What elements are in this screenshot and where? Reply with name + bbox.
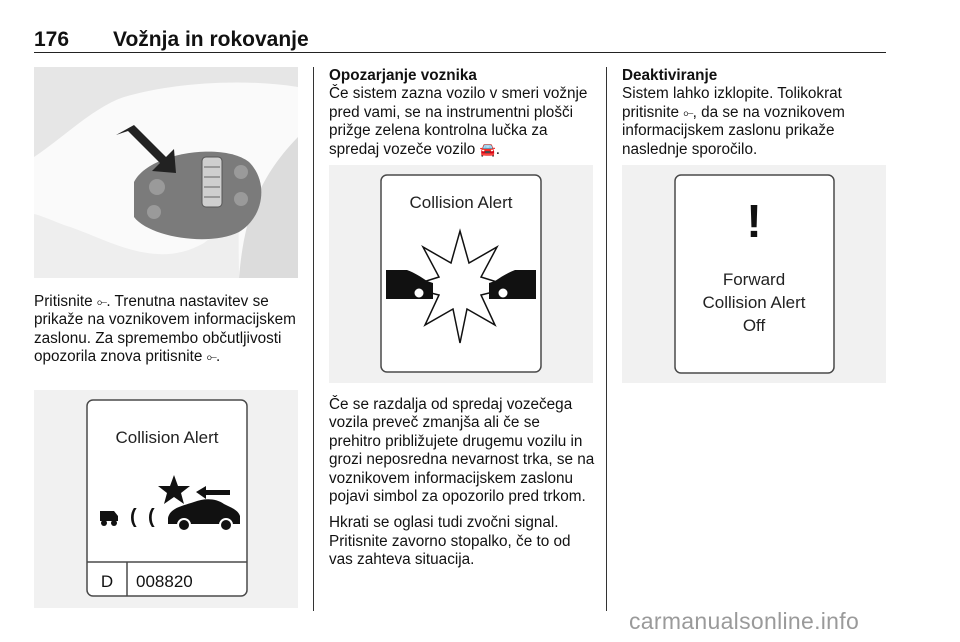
steering-wheel-illustration [34, 67, 298, 278]
collision-alert-button-icon: ⟜ [206, 349, 217, 365]
col2-paragraph-1: Če sistem zazna vozilo v smeri vožnje pred vami, se na instrumentni plošči prižge zelena kontrolna lučka za spredaj vozeče vozilo 🚘. [329, 85, 588, 158]
vehicle-ahead-indicator-icon: 🚘 [479, 141, 496, 157]
dic-display-sensitivity [34, 390, 298, 608]
watermark: carmanualsonline.info [629, 608, 860, 634]
col2-paragraph-3: Hkrati se oglasi tudi zvočni signal. Pritisnite zavorno stopalko, če to od vas zahteva situacija. [329, 514, 571, 569]
collision-alert-button-icon: ⟜ [683, 104, 693, 120]
page-header [34, 26, 886, 53]
column-divider-2 [606, 67, 607, 611]
dic-display-off [622, 165, 886, 383]
column-divider-1 [313, 67, 314, 611]
col1-paragraph: Pritisnite ⟜. Trenutna nastavitev se prikaže na voznikovem informacijskem zaslonu. Za spremembo občutljivosti opozorila znova pritisnite ⟜. [34, 293, 296, 366]
column-3-top [622, 67, 888, 159]
display-figure-sensitivity [34, 390, 298, 608]
display-figure-off [622, 165, 886, 383]
display-footer-gear: D [100, 572, 114, 591]
section-heading-deactivation: Deaktiviranje [622, 67, 718, 84]
signal-wave-icon: ( [130, 506, 137, 528]
section-heading-warning: Opozarjanje voznika [329, 67, 477, 84]
col3-paragraph-1: Sistem lahko izklopite. Tolikokrat pritisnite ⟜, da se na voznikovem informacijskem zaslonu prikaže naslednje sporočilo. [622, 85, 845, 158]
page-number: 176 [34, 28, 70, 51]
warning-exclamation-icon: ! [746, 195, 762, 247]
column-2-top [329, 67, 595, 159]
display-title: Collision Alert [409, 193, 513, 212]
steering-wheel-figure [34, 67, 298, 278]
display-line-3: Off [742, 316, 766, 335]
display-line-2: Collision Alert [702, 293, 806, 312]
display-figure-alert [329, 165, 593, 383]
signal-wave-icon: ( [148, 506, 155, 528]
display-footer-odometer: 008820 [136, 572, 193, 591]
column-2-bottom [329, 396, 595, 570]
collision-alert-button-icon: ⟜ [96, 294, 107, 309]
col2-paragraph-2: Če se razdalja od spredaj vozečega vozila preveč zmanjša ali če se prehitro približujete drugemu vozilu in grozi neposredna nevarnost trka, se na voznikovem informacijskem zaslonu pojavi simbol za opozorilo pred trkom. [329, 396, 595, 506]
display-line-1: Forward [722, 270, 786, 289]
column-1-text [34, 293, 300, 367]
running-title: Vožnja in rokovanje [113, 28, 309, 51]
display-title: Collision Alert [115, 428, 219, 447]
dic-display-alert [329, 165, 593, 383]
